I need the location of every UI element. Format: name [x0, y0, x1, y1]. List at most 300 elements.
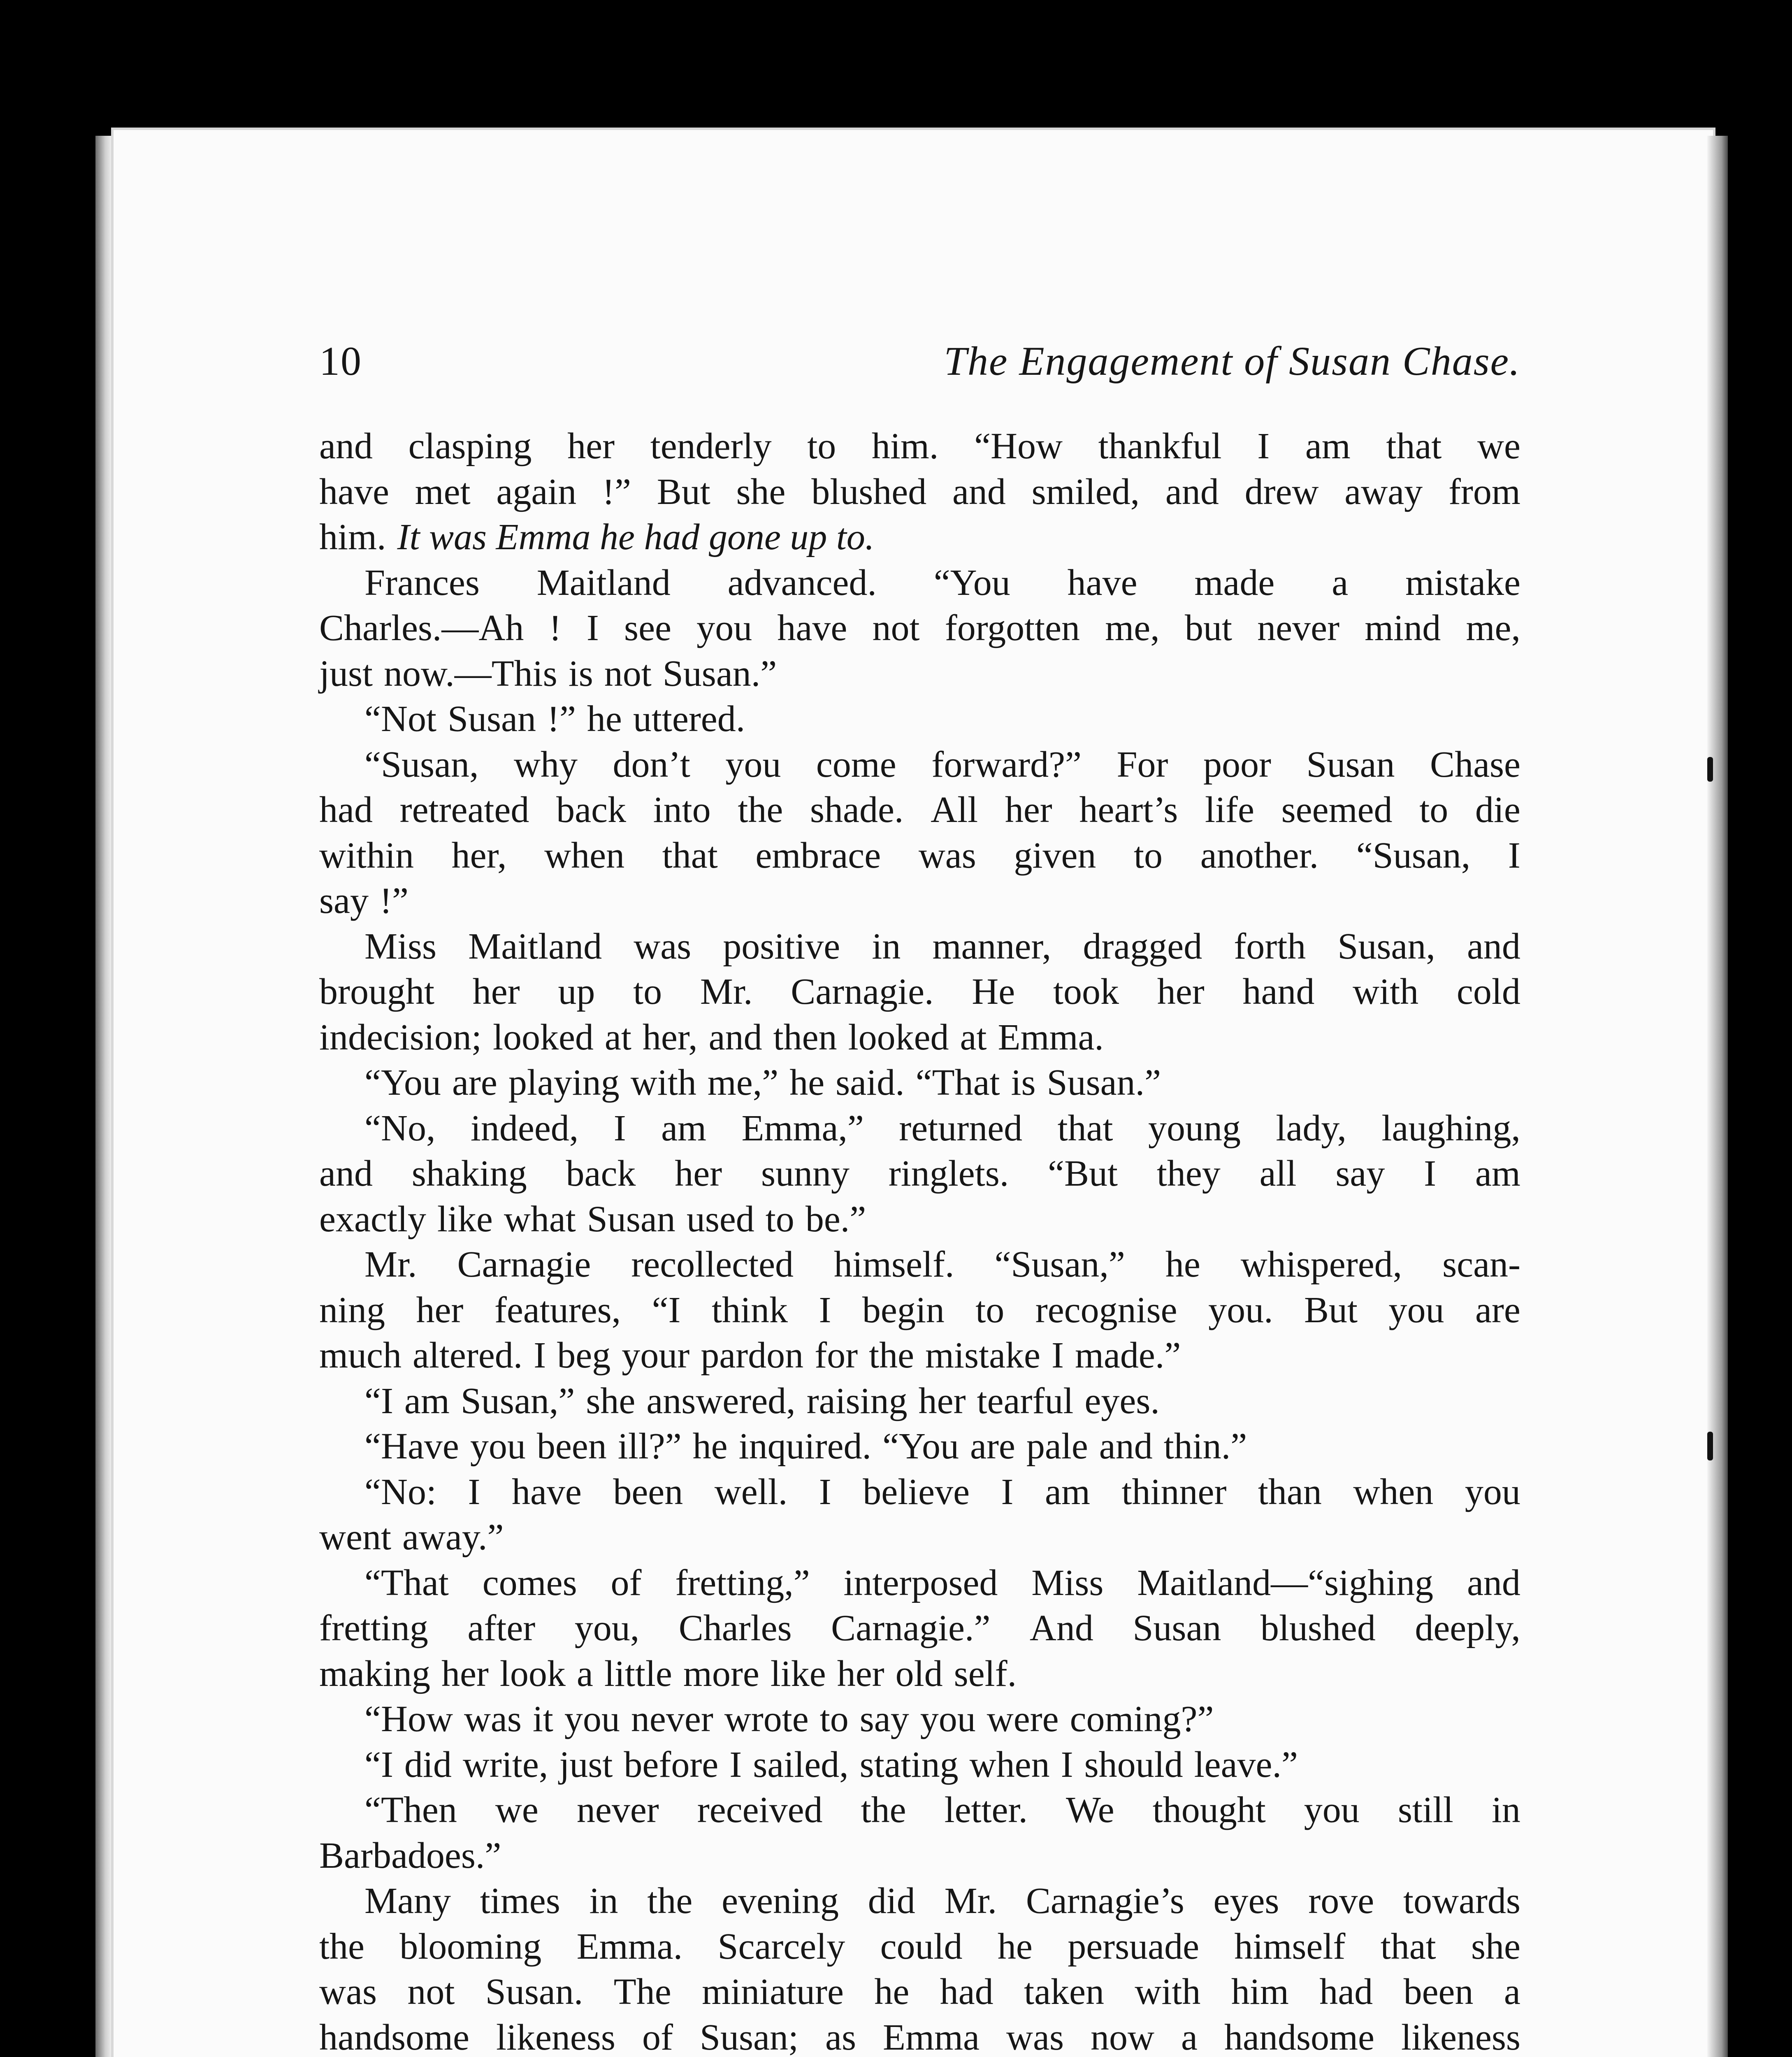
- text-line: [319, 1515, 1520, 1560]
- word: old: [895, 1653, 943, 1694]
- word: fretting: [319, 1608, 428, 1648]
- word: she: [1471, 1926, 1520, 1967]
- text-line: [319, 1878, 1520, 1924]
- word: him: [1231, 1971, 1289, 2012]
- word: Susan;: [699, 2017, 799, 2057]
- word: say: [1335, 1153, 1385, 1194]
- text-line: [319, 1697, 1520, 1742]
- word: said.: [836, 1062, 905, 1103]
- word: “You: [933, 562, 1010, 603]
- word: they: [1156, 1153, 1221, 1194]
- word: took: [1053, 971, 1119, 1012]
- text-line: [319, 560, 1520, 606]
- word: wrote: [724, 1699, 809, 1739]
- word: the: [319, 1926, 364, 1967]
- word: have: [511, 1471, 582, 1512]
- word: handsome: [319, 2017, 469, 2057]
- word: coming?”: [1070, 1699, 1214, 1739]
- word: the: [869, 1335, 915, 1376]
- word: It was Emma he had gone up to.: [397, 517, 875, 557]
- word: away: [1344, 471, 1423, 512]
- word: he: [587, 699, 622, 739]
- word: you: [470, 1426, 526, 1467]
- word: used: [686, 1198, 754, 1240]
- text-line: [319, 1560, 1520, 1606]
- word: I: [819, 1289, 831, 1330]
- word: mistake: [1405, 562, 1520, 603]
- word: after: [467, 1608, 536, 1648]
- word: to: [633, 971, 662, 1012]
- word: him.: [871, 426, 939, 467]
- word: Barbadoes.”: [319, 1835, 501, 1876]
- word: I: [1257, 426, 1270, 467]
- word: to: [975, 1289, 1005, 1330]
- word: were: [987, 1699, 1059, 1739]
- word: been: [1403, 1971, 1474, 2012]
- word: say: [319, 880, 369, 921]
- word: little: [604, 1653, 672, 1694]
- text-line: [319, 1742, 1520, 1788]
- word: “I: [364, 1380, 393, 1421]
- word: to: [819, 1699, 849, 1739]
- word: her: [918, 1380, 966, 1421]
- word: been: [536, 1426, 607, 1467]
- word: recollected: [631, 1244, 794, 1285]
- word: I: [613, 1107, 626, 1149]
- word: not: [604, 653, 652, 694]
- word: indecision;: [319, 1017, 482, 1058]
- word: her: [1005, 789, 1052, 830]
- word: went: [319, 1517, 391, 1558]
- word: “I: [364, 1744, 393, 1785]
- word: just: [319, 653, 373, 694]
- word: persuade: [1068, 1926, 1200, 1967]
- word: features,: [494, 1289, 621, 1330]
- word: another.: [1200, 835, 1319, 876]
- word: Susan.”: [662, 653, 777, 694]
- word: Charles.—Ah: [319, 608, 524, 648]
- word: times: [480, 1881, 560, 1921]
- word: her: [472, 971, 520, 1012]
- word: Susan: [1306, 744, 1395, 785]
- word: he: [692, 1426, 728, 1467]
- word: don’t: [613, 744, 690, 785]
- word: taken: [1024, 1971, 1104, 2012]
- text-line: [319, 515, 1520, 560]
- word: to: [1419, 789, 1448, 830]
- word: had: [1319, 1971, 1373, 2012]
- word: you: [1465, 1471, 1520, 1512]
- word: Maitland: [468, 926, 602, 967]
- page-left-edge: [95, 136, 112, 2057]
- word: recognise: [1035, 1289, 1177, 1330]
- word: !”: [602, 471, 631, 512]
- word: “Not: [364, 699, 436, 739]
- word: am: [1475, 1153, 1520, 1194]
- word: raising: [806, 1380, 908, 1421]
- word: a: [1504, 1971, 1520, 2012]
- word: blushed: [1260, 1608, 1376, 1648]
- word: “I: [652, 1289, 681, 1330]
- word: altered.: [412, 1335, 523, 1376]
- word: not: [872, 608, 920, 648]
- word: uttered.: [633, 699, 745, 739]
- word: Susan: [447, 699, 536, 739]
- word: pale: [1026, 1426, 1088, 1467]
- word: that: [662, 835, 718, 876]
- word: “You: [364, 1062, 441, 1103]
- word: fretting,”: [675, 1562, 810, 1603]
- text-line: [319, 651, 1520, 697]
- word: are: [1475, 1289, 1520, 1330]
- word: playing: [508, 1062, 620, 1103]
- word: All: [931, 789, 978, 830]
- word: you.: [1208, 1289, 1273, 1330]
- word: Emma.: [576, 1926, 683, 1967]
- word: “Susan,: [364, 744, 479, 785]
- page-number: 10: [319, 338, 362, 384]
- word: then: [773, 1017, 837, 1058]
- word: made.”: [1075, 1335, 1181, 1376]
- text-line: [319, 1379, 1520, 1424]
- word: are: [970, 1426, 1015, 1467]
- word: Chase: [1430, 744, 1520, 785]
- text-line: [319, 1651, 1520, 1697]
- word: “But: [1048, 1153, 1118, 1194]
- word: Mr.: [700, 971, 753, 1012]
- word: I: [468, 1471, 480, 1512]
- word: come: [816, 744, 896, 785]
- word: Frances: [364, 562, 480, 603]
- word: poor: [1203, 744, 1272, 785]
- word: he: [1165, 1244, 1200, 1285]
- word: Emma: [883, 2017, 980, 2057]
- text-line: [319, 2015, 1520, 2057]
- word: believe: [863, 1471, 970, 1512]
- word: Emma.: [998, 1017, 1104, 1058]
- word: comes: [482, 1562, 577, 1603]
- word: was: [918, 835, 976, 876]
- word: miniature: [702, 1971, 844, 2012]
- word: eyes: [1213, 1881, 1279, 1921]
- text-line: [319, 1470, 1520, 1515]
- word: you: [1304, 1790, 1360, 1830]
- word: you,: [574, 1608, 640, 1648]
- word: me,: [1466, 608, 1520, 648]
- word: of: [610, 1562, 642, 1603]
- word: a: [1332, 562, 1349, 603]
- word: to: [765, 1198, 794, 1240]
- word: “Susan,”: [994, 1244, 1125, 1285]
- text-line: [319, 833, 1520, 879]
- running-title: The Engagement of Susan Chase.: [944, 338, 1520, 384]
- word: letter.: [944, 1790, 1028, 1830]
- word: into: [653, 789, 711, 830]
- text-line: [319, 742, 1520, 788]
- word: brought: [319, 971, 434, 1012]
- word: ringlets.: [888, 1153, 1009, 1194]
- word: him.: [319, 517, 386, 557]
- word: Carnagie.: [791, 971, 934, 1012]
- text-line: [319, 1106, 1520, 1152]
- word: just: [559, 1744, 613, 1785]
- word: “You: [882, 1426, 959, 1467]
- word: looked: [492, 1017, 594, 1058]
- word: shaking: [411, 1153, 527, 1194]
- text-line: [319, 1151, 1520, 1197]
- word: die: [1475, 789, 1520, 830]
- word: I: [729, 1744, 742, 1785]
- word: did: [868, 1881, 915, 1921]
- word: he: [874, 1971, 910, 2012]
- word: a: [1181, 2017, 1198, 2057]
- word: have: [1067, 562, 1137, 603]
- text-line: [319, 1924, 1520, 1970]
- word: Mr.: [944, 1881, 997, 1921]
- word: you: [920, 1699, 976, 1739]
- word: Miss: [364, 926, 437, 967]
- word: manner,: [932, 926, 1052, 967]
- word: we: [1477, 426, 1520, 467]
- word: towards: [1403, 1881, 1520, 1921]
- word: and: [319, 1153, 373, 1194]
- word: but: [1184, 608, 1232, 648]
- word: she: [586, 1380, 636, 1421]
- word: dragged: [1083, 926, 1202, 967]
- word: blooming: [399, 1926, 542, 1967]
- word: He: [972, 971, 1015, 1012]
- text-line: [319, 924, 1520, 970]
- word: she: [736, 471, 786, 512]
- word: hand: [1242, 971, 1315, 1012]
- word: Carnagie: [457, 1244, 591, 1285]
- word: your: [622, 1335, 690, 1376]
- word: as: [825, 2017, 856, 2057]
- word: in: [872, 926, 901, 967]
- word: stating: [859, 1744, 959, 1785]
- text-line: [319, 787, 1520, 833]
- word: back: [566, 1153, 636, 1194]
- word: Scarcely: [717, 1926, 845, 1967]
- word: “That: [364, 1562, 449, 1603]
- word: her: [837, 1653, 884, 1694]
- word: scan-: [1442, 1244, 1520, 1285]
- word: did: [404, 1744, 452, 1785]
- word: thankful: [1098, 426, 1222, 467]
- page-header: [319, 337, 1520, 399]
- word: The: [613, 1971, 671, 2012]
- word: interposed: [843, 1562, 998, 1603]
- word: me,: [1105, 608, 1160, 648]
- word: “Have: [364, 1426, 459, 1467]
- text-line: [319, 1242, 1520, 1288]
- text-line: [319, 1197, 1520, 1242]
- word: think: [711, 1289, 788, 1330]
- word: exactly: [319, 1198, 426, 1240]
- word: what: [504, 1198, 576, 1240]
- word: never: [576, 1790, 659, 1830]
- word: the: [861, 1790, 906, 1830]
- word: with: [630, 1062, 696, 1103]
- word: the: [647, 1881, 693, 1921]
- word: why: [513, 744, 578, 785]
- word: and: [1467, 1562, 1520, 1603]
- word: “That: [915, 1062, 1000, 1103]
- word: was: [634, 926, 692, 967]
- word: within: [319, 835, 414, 876]
- word: have: [777, 608, 847, 648]
- word: leave.”: [1194, 1744, 1298, 1785]
- word: me,”: [707, 1062, 779, 1103]
- word: “No:: [364, 1471, 436, 1512]
- word: answered,: [646, 1380, 796, 1421]
- text-line: [319, 606, 1520, 651]
- word: cold: [1456, 971, 1520, 1012]
- word: be.”: [805, 1198, 866, 1240]
- word: blushed: [811, 471, 927, 512]
- text-line: [319, 1288, 1520, 1333]
- word: and: [1099, 1426, 1153, 1467]
- word: her: [441, 1653, 489, 1694]
- word: in: [1491, 1790, 1520, 1830]
- word: that: [1057, 1107, 1113, 1149]
- text-line: [319, 1833, 1520, 1879]
- word: now: [1091, 2017, 1154, 2057]
- word: he: [997, 1926, 1033, 1967]
- word: not: [407, 1971, 455, 2012]
- word: But: [657, 471, 710, 512]
- word: write,: [462, 1744, 548, 1785]
- word: heart’s: [1079, 789, 1178, 830]
- word: I: [1061, 1744, 1073, 1785]
- word: again: [496, 471, 577, 512]
- word: Maitland: [536, 562, 671, 603]
- word: made: [1194, 562, 1275, 603]
- word: with: [1135, 1971, 1201, 2012]
- word: for: [815, 1335, 858, 1376]
- word: Miss: [1031, 1562, 1104, 1603]
- word: Susan.: [485, 1971, 583, 2012]
- word: to: [1134, 835, 1163, 876]
- word: a: [576, 1653, 593, 1694]
- word: eyes.: [1084, 1380, 1160, 1421]
- word: he: [789, 1062, 825, 1103]
- word: smiled,: [1031, 471, 1140, 512]
- word: than: [1258, 1471, 1322, 1512]
- word: like: [437, 1198, 493, 1240]
- word: you: [696, 608, 752, 648]
- word: Susan: [1133, 1608, 1221, 1648]
- word: making: [319, 1653, 430, 1694]
- word: been: [613, 1471, 683, 1512]
- word: beg: [557, 1335, 611, 1376]
- word: could: [880, 1926, 963, 1967]
- word: We: [1066, 1790, 1114, 1830]
- word: look: [499, 1653, 566, 1694]
- text-line: [319, 1788, 1520, 1833]
- word: was: [464, 1699, 522, 1739]
- word: evening: [722, 1881, 839, 1921]
- word: indeed,: [470, 1107, 579, 1149]
- word: much: [319, 1335, 402, 1376]
- word: received: [697, 1790, 823, 1830]
- word: himself.: [834, 1244, 954, 1285]
- word: you: [725, 744, 781, 785]
- text-line: [319, 424, 1520, 469]
- word: I: [586, 608, 599, 648]
- word: before: [624, 1744, 719, 1785]
- text-line: [319, 1060, 1520, 1106]
- word: retreated: [399, 789, 529, 830]
- word: Susan: [587, 1198, 675, 1240]
- word: “How: [364, 1699, 453, 1739]
- word: you: [1388, 1289, 1444, 1330]
- word: and: [708, 1017, 762, 1058]
- word: returned: [899, 1107, 1023, 1149]
- word: am: [661, 1107, 707, 1149]
- word: is: [568, 653, 593, 694]
- word: when: [1353, 1471, 1434, 1512]
- word: had: [940, 1971, 993, 2012]
- word: at: [960, 1017, 987, 1058]
- word: life: [1205, 789, 1254, 830]
- word: For: [1117, 744, 1168, 785]
- word: !”: [379, 880, 409, 921]
- word: And: [1029, 1608, 1093, 1648]
- word: was: [319, 1971, 377, 2012]
- page-right-edge: [1707, 136, 1728, 2057]
- word: begin: [862, 1289, 945, 1330]
- word: well.: [714, 1471, 788, 1512]
- word: it: [532, 1699, 553, 1739]
- word: laughing,: [1381, 1107, 1520, 1149]
- word: lady,: [1276, 1107, 1346, 1149]
- word: Charles: [678, 1608, 792, 1648]
- word: I: [1424, 1153, 1437, 1194]
- word: sunny: [761, 1153, 850, 1194]
- word: when: [544, 835, 625, 876]
- word: that: [1386, 426, 1442, 467]
- word: inquired.: [738, 1426, 872, 1467]
- word: shade.: [810, 789, 904, 830]
- word: and: [1467, 926, 1520, 967]
- word: am: [1045, 1471, 1090, 1512]
- word: and: [319, 426, 373, 467]
- word: handsome: [1224, 2017, 1374, 2057]
- word: the: [738, 789, 783, 830]
- text-line: [319, 878, 1520, 924]
- word: her: [567, 426, 615, 467]
- word: mistake: [925, 1335, 1040, 1376]
- word: Emma,”: [741, 1107, 864, 1149]
- word: at: [604, 1017, 631, 1058]
- word: given: [1014, 835, 1096, 876]
- word: Carnagie’s: [1026, 1881, 1184, 1921]
- text-line: [319, 1015, 1520, 1061]
- word: Susan.”: [1047, 1062, 1161, 1103]
- word: all: [1259, 1153, 1297, 1194]
- word: likeness: [1401, 2017, 1520, 2057]
- text-line: [319, 1969, 1520, 2015]
- word: up: [558, 971, 595, 1012]
- word: we: [495, 1790, 539, 1830]
- word: now.—This: [384, 653, 557, 694]
- word: when: [969, 1744, 1050, 1785]
- text-line: [319, 697, 1520, 742]
- word: met: [415, 471, 471, 512]
- word: say: [859, 1699, 909, 1739]
- word: whispered,: [1240, 1244, 1402, 1285]
